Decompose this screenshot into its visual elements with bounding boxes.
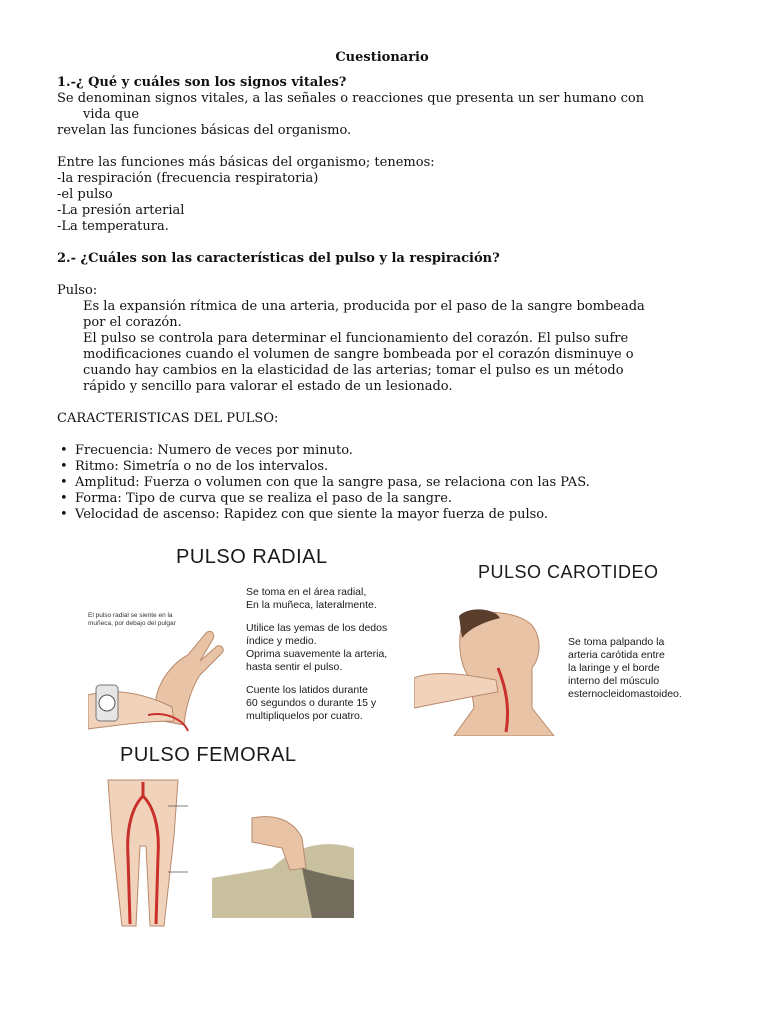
document-body [57, 50, 707, 523]
femoral-legs-illustration [98, 776, 188, 938]
carotid-instructions: Se toma palpando la arteria carótida entre la laringe y el borde interno del músculo esternocleidomastoideo. [568, 636, 682, 700]
radial-hand-illustration [88, 625, 228, 735]
pulso-para1-line1: Es la expansión rítmica de una arteria, producida por el paso de la sangre bombeada [83, 299, 645, 314]
figure-pulso-radial [88, 540, 400, 740]
femoral-palpation-photo [212, 808, 354, 918]
q1-item: -La temperatura. [57, 219, 169, 234]
figure-pulso-femoral [88, 738, 388, 938]
question-1-heading: 1.-¿ Qué y cuáles son los signos vitales? [57, 75, 347, 90]
pulso-para2-line2: modificaciones cuando el volumen de sangre bombeada por el corazón disminuye o [83, 347, 634, 362]
q1-line-1: Se denominan signos vitales, a las señales o reacciones que presenta un ser humano con [57, 91, 645, 106]
radial-instructions: Se toma en el área radial, En la muñeca, lateralmente. Utilice las yemas de los dedos índice y medio. Oprima suavemente la arteria, hasta sentir el pulso. Cuente los latidos durante 60 segundos o durante 15 y multipliquelos por cuatro. [246, 586, 388, 722]
figure-title: PULSO FEMORAL [120, 744, 297, 766]
list-item: • Frecuencia: Numero de veces por minuto. [73, 443, 707, 459]
characteristics-list [57, 443, 707, 523]
q1-list-intro: Entre las funciones más básicas del organismo; tenemos: [57, 155, 435, 170]
q1-line-2: vida que [83, 107, 140, 122]
pulso-label: Pulso: [57, 283, 98, 298]
q1-item: -La presión arterial [57, 203, 185, 218]
figure-pulso-carotideo [414, 556, 694, 736]
figure-title: PULSO CAROTIDEO [478, 562, 659, 582]
radial-small-caption: El pulso radial se siente en la muñeca, por debajo del pulgar [88, 612, 176, 627]
document-title: Cuestionario [335, 50, 429, 65]
figure-title: PULSO RADIAL [176, 546, 328, 568]
list-item: • Velocidad de ascenso: Rapidez con que siente la mayor fuerza de pulso. [73, 507, 707, 523]
q1-item: -el pulso [57, 187, 113, 202]
pulso-para2-line3: cuando hay cambios en la elasticidad de las arterias; tomar el pulso es un método [83, 363, 624, 378]
list-item: • Amplitud: Fuerza o volumen con que la sangre pasa, se relaciona con las PAS. [73, 475, 707, 491]
q1-item: -la respiración (frecuencia respiratoria) [57, 171, 319, 186]
pulso-para2-line4: rápido y sencillo para valorar el estado de un lesionado. [83, 379, 453, 394]
list-item: • Ritmo: Simetría o no de los intervalos. [73, 459, 707, 475]
pulso-para2-line1: El pulso se controla para determinar el funcionamiento del corazón. El pulso sufre [83, 331, 629, 346]
carotid-neck-illustration [414, 608, 559, 736]
q1-line-3: revelan las funciones básicas del organismo. [57, 123, 352, 138]
pulso-para1-line2: por el corazón. [83, 315, 182, 330]
list-item: • Forma: Tipo de curva que se realiza el paso de la sangre. [73, 491, 707, 507]
question-2-heading: 2.- ¿Cuáles son las características del pulso y la respiración? [57, 251, 500, 266]
characteristics-heading: CARACTERISTICAS DEL PULSO: [57, 411, 279, 426]
